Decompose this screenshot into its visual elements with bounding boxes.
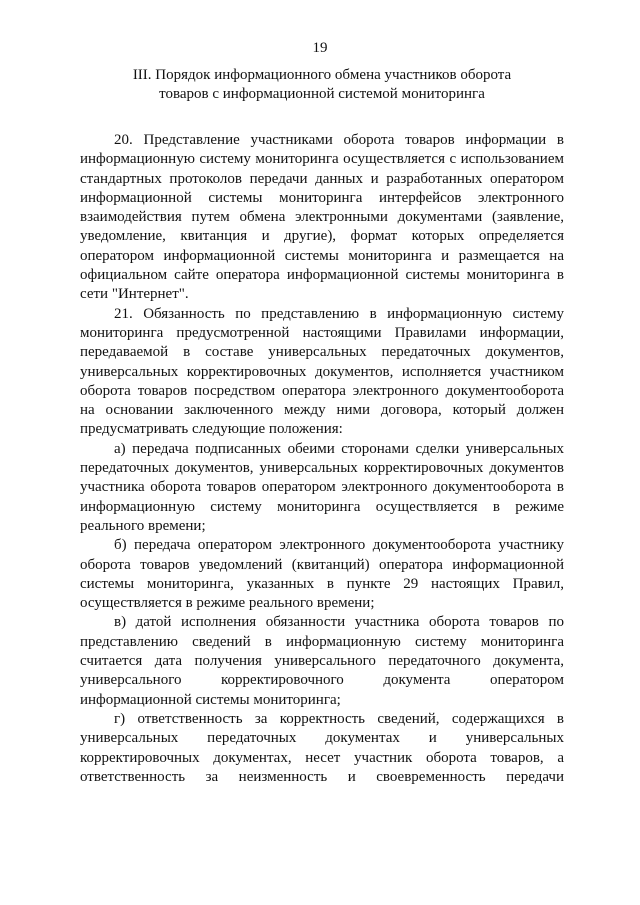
paragraph-21-g: г) ответственность за корректность сведений, содержащихся в универсальных передаточных документах и универсальных корректировочных документах, несет участник оборота товаров, а ответственность за неизменность и своевременность передачи [80, 710, 564, 785]
paragraph-21-b: б) передача оператором электронного документооборота участнику оборота товаров уведомлений (квитанций) оператора информационной системы мониторинга, указанных в пункте 29 настоящих Правил, осуществляется в режиме реального времени; [80, 537, 564, 612]
page-number: 19 [312, 40, 328, 56]
section-title-line-2: товаров с информационной системой мониторинга [159, 86, 485, 102]
section-title [80, 66, 564, 104]
document-body [80, 131, 564, 787]
paragraph-21-a: а) передача подписанных обеими сторонами сделки универсальных передаточных документов, универсальных корректировочных документов участника оборота товаров оператором электронного документооборота в информационную систему мониторинга осуществляется в режиме реального времени; [80, 440, 564, 534]
section-title-line-1: III. Порядок информационного обмена участников оборота [132, 67, 512, 83]
paragraph-21: 21. Обязанность по представлению в информационную систему мониторинга предусмотренной настоящими Правилами информации, передаваемой в составе универсальных передаточных документов, универсальных корректировочных документов, исполняется участником оборота товаров посредством оператора электронного документооборота на основании заключенного между ними договора, который должен предусматривать следующие положения: [80, 305, 564, 438]
paragraph-20: 20. Представление участниками оборота товаров информации в информационную систему мониторинга осуществляется с использованием стандартных протоколов передачи данных и разработанных оператором информационной системы мониторинга интерфейсов электронного взаимодействия путем обмена электронными документами (заявление, уведомление, квитанция и другие), формат которых определяется оператором информационной системы мониторинга и размещается на официальном сайте оператора информационной системы мониторинга в сети "Интернет". [80, 132, 564, 303]
paragraph-21-v: в) датой исполнения обязанности участника оборота товаров по представлению сведений в информационную систему мониторинга считается дата получения универсального передаточного документа, универсального корректировочного документа оператором информационной системы мониторинга; [80, 614, 564, 708]
